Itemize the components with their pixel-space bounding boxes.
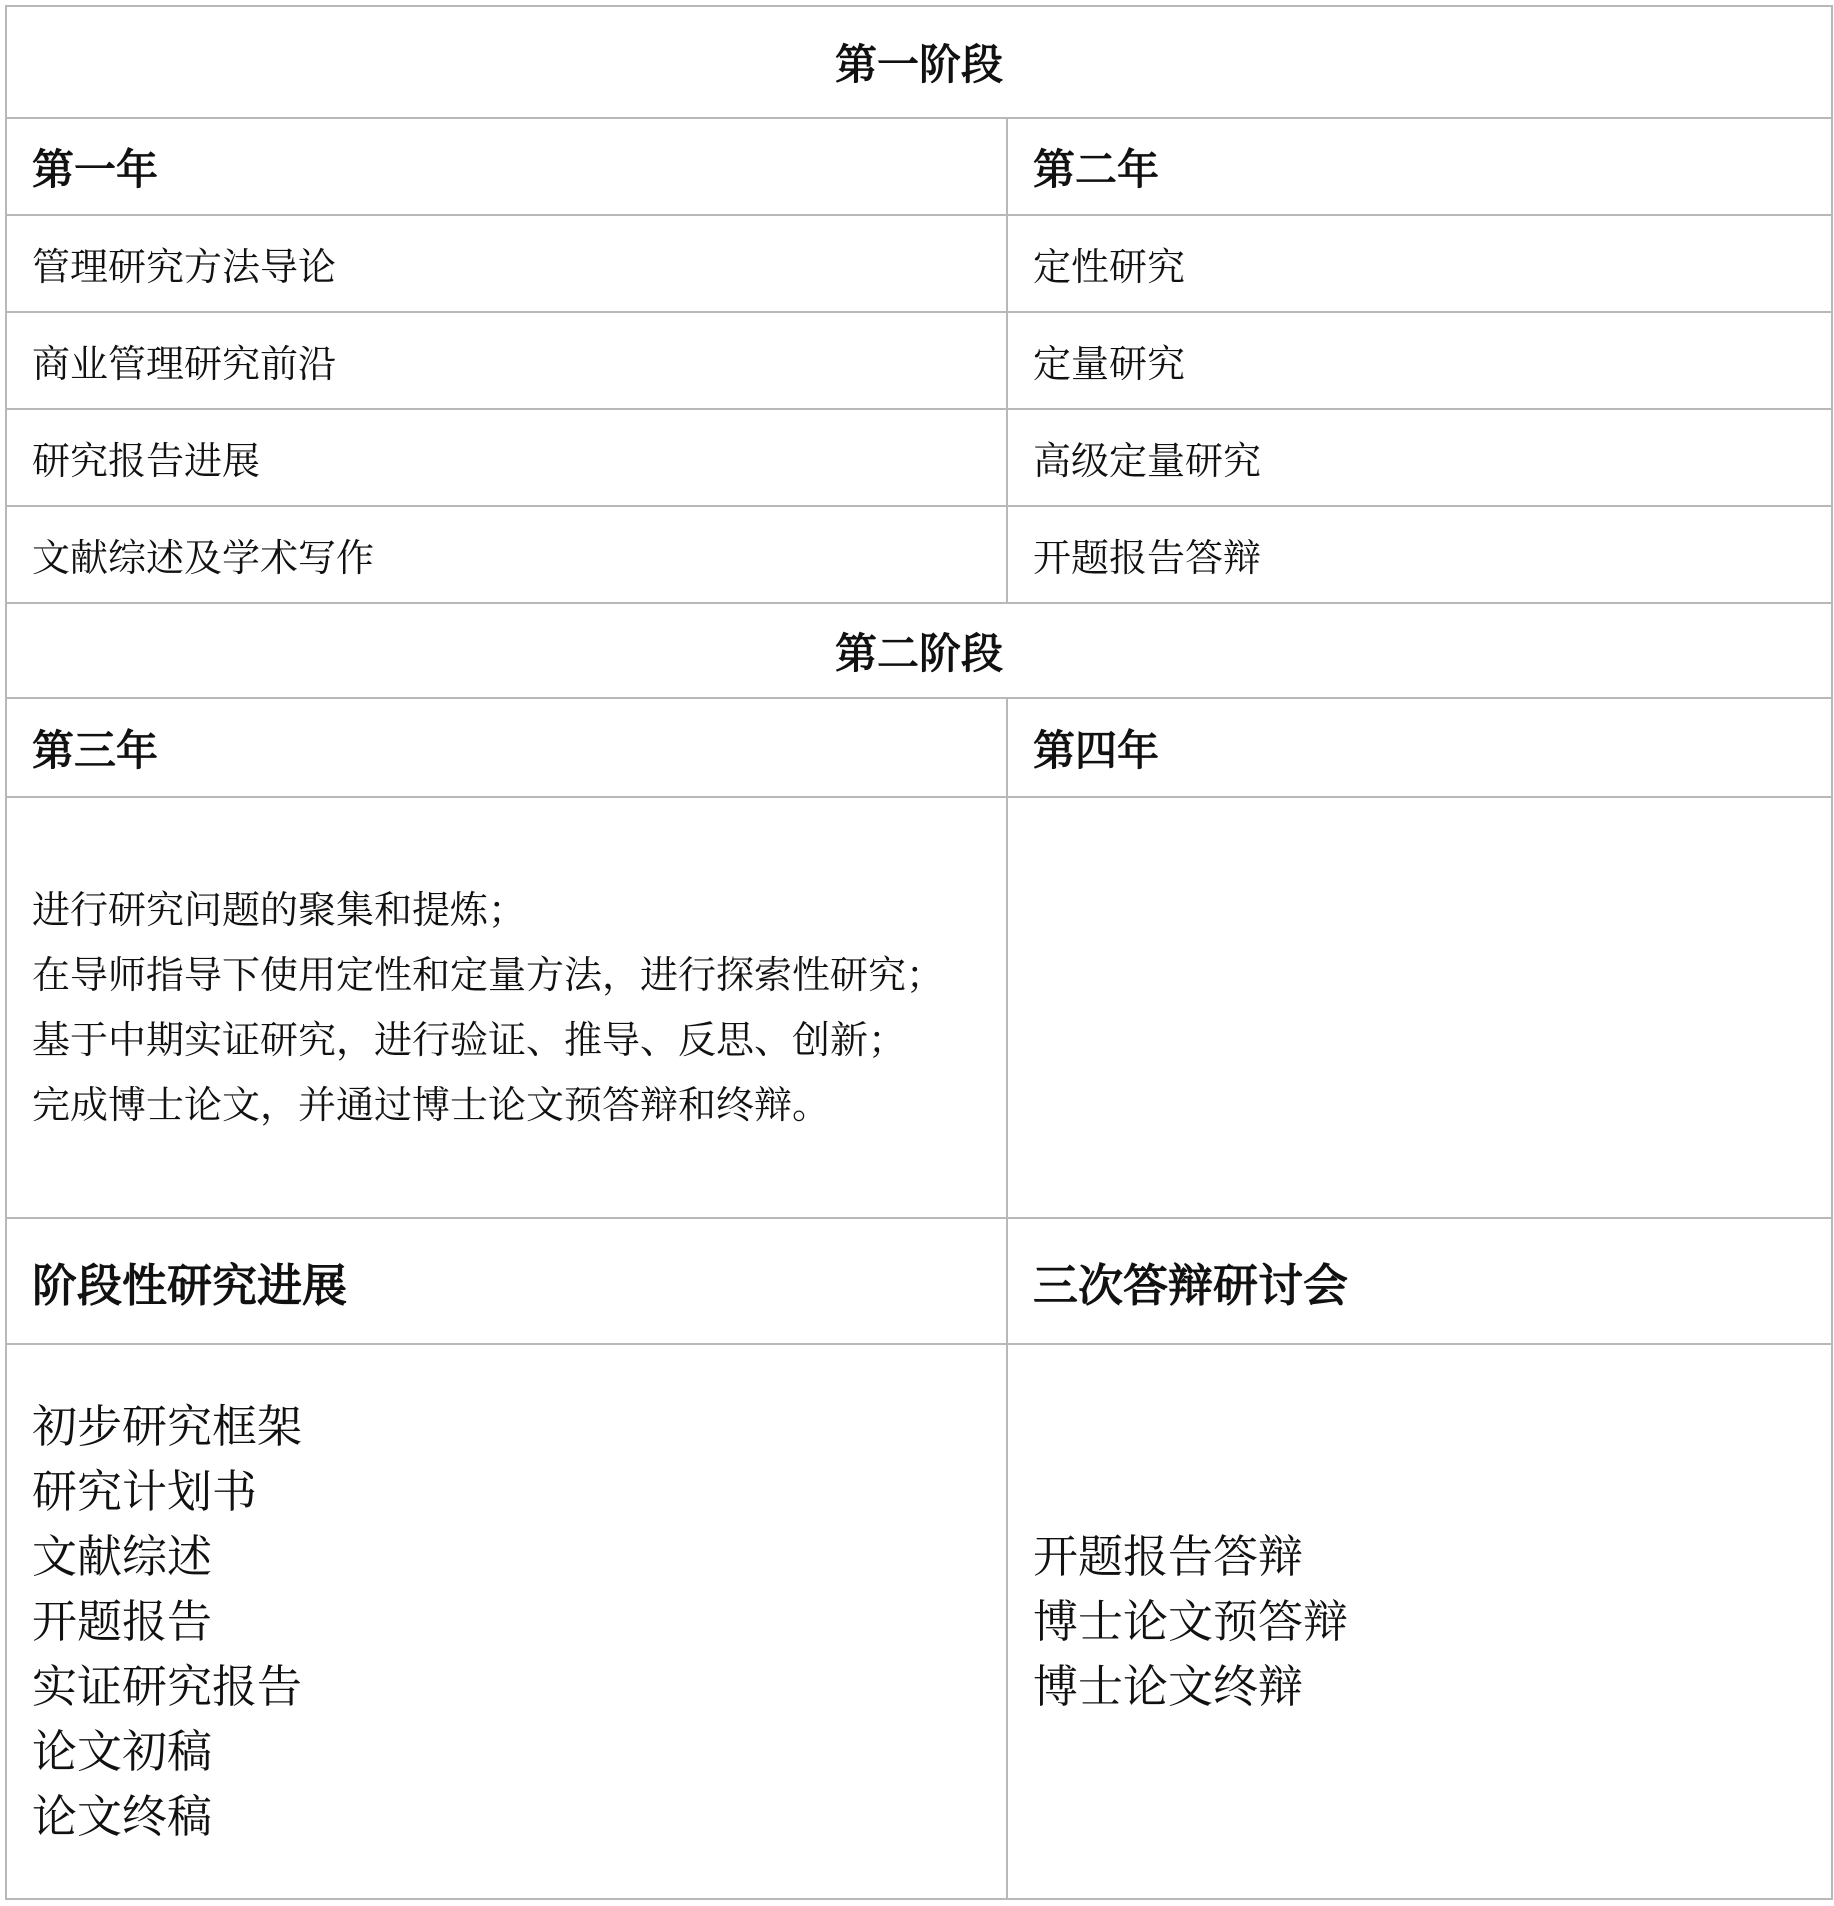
defense-item: 博士论文预答辩 <box>1033 1595 1349 1648</box>
year-4-description <box>1007 797 1832 1218</box>
year-4-heading: 第四年 <box>1007 698 1832 797</box>
description-line: 基于中期实证研究，进行验证、推导、反思、创新； <box>32 1017 907 1062</box>
phase-1-title: 第一阶段 <box>6 6 1832 118</box>
phase-2-year-row <box>6 698 1832 797</box>
year-2-course: 开题报告答辩 <box>1007 506 1832 603</box>
description-line: 完成博士论文，并通过博士论文预答辩和终辩。 <box>32 1082 831 1127</box>
progress-list <box>6 1344 1007 1899</box>
year-2-heading: 第二年 <box>1007 118 1832 215</box>
progress-item: 论文终稿 <box>32 1790 213 1843</box>
progress-item: 实证研究报告 <box>32 1660 303 1713</box>
description-line: 进行研究问题的聚集和提炼； <box>32 887 527 932</box>
curriculum-table <box>5 5 1833 1900</box>
defense-item: 博士论文终辩 <box>1033 1660 1304 1713</box>
phase-2-row <box>6 603 1832 698</box>
course-row <box>6 215 1832 312</box>
defense-list <box>1007 1344 1832 1899</box>
course-row <box>6 409 1832 506</box>
year-2-course: 定量研究 <box>1007 312 1832 409</box>
year-1-course: 管理研究方法导论 <box>6 215 1007 312</box>
defense-heading: 三次答辩研讨会 <box>1007 1218 1832 1344</box>
phase-2-description-row <box>6 797 1832 1218</box>
year-1-course: 商业管理研究前沿 <box>6 312 1007 409</box>
milestone-list-row <box>6 1344 1832 1899</box>
year-3-description <box>6 797 1007 1218</box>
course-row <box>6 312 1832 409</box>
phase-2-title: 第二阶段 <box>6 603 1832 698</box>
progress-heading: 阶段性研究进展 <box>6 1218 1007 1344</box>
milestone-heading-row <box>6 1218 1832 1344</box>
progress-item: 研究计划书 <box>32 1465 258 1518</box>
description-line: 在导师指导下使用定性和定量方法，进行探索性研究； <box>32 952 945 997</box>
progress-item: 文献综述 <box>32 1530 213 1583</box>
defense-item: 开题报告答辩 <box>1033 1530 1304 1583</box>
year-2-course: 定性研究 <box>1007 215 1832 312</box>
year-1-course: 文献综述及学术写作 <box>6 506 1007 603</box>
year-1-course: 研究报告进展 <box>6 409 1007 506</box>
year-1-heading: 第一年 <box>6 118 1007 215</box>
course-row <box>6 506 1832 603</box>
progress-item: 开题报告 <box>32 1595 213 1648</box>
phase-1-year-row <box>6 118 1832 215</box>
progress-item: 论文初稿 <box>32 1725 213 1778</box>
progress-item: 初步研究框架 <box>32 1400 303 1453</box>
phase-1-row <box>6 6 1832 118</box>
year-2-course: 高级定量研究 <box>1007 409 1832 506</box>
year-3-heading: 第三年 <box>6 698 1007 797</box>
